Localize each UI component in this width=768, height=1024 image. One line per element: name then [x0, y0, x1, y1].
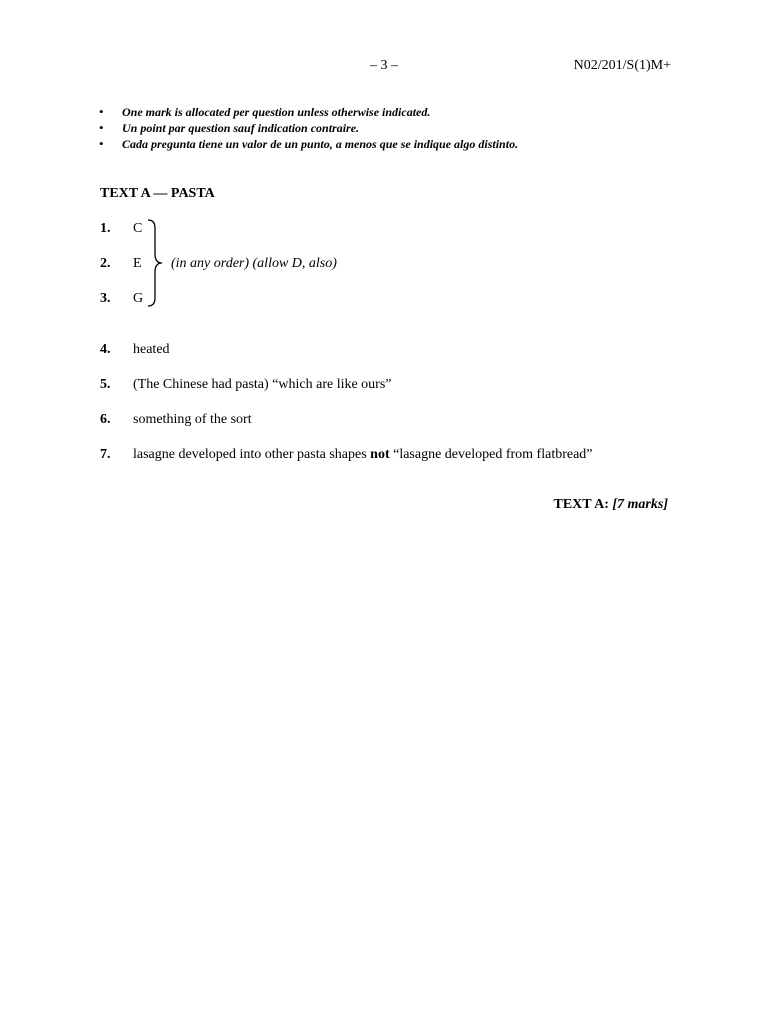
- bullet-icon: •: [99, 136, 104, 151]
- reference-code: N02/201/S(1)M+: [573, 58, 671, 73]
- answer-text: (The Chinese had pasta) “which are like ours”: [133, 377, 392, 392]
- group-note: (in any order) (allow D, also): [171, 256, 337, 271]
- instruction-text: Un point par question sauf indication contraire.: [122, 121, 360, 135]
- right-brace-icon: [146, 218, 168, 308]
- answer-text: heated: [133, 342, 170, 357]
- question-number: 5.: [100, 377, 111, 392]
- answer-text-part: “lasagne developed from flatbread”: [389, 447, 593, 462]
- answer-emphasis: not: [370, 447, 390, 462]
- instruction-french: [99, 120, 518, 136]
- question-number: 2.: [100, 256, 111, 271]
- section-total: [554, 497, 669, 513]
- question-number: 3.: [100, 291, 111, 306]
- answer-text: G: [133, 291, 144, 306]
- bullet-icon: •: [99, 120, 104, 135]
- section-title: TEXT A — PASTA: [100, 186, 215, 201]
- page-number: – 3 –: [370, 58, 398, 73]
- answer-text: [133, 447, 593, 463]
- question-number: 7.: [100, 447, 111, 462]
- bullet-icon: •: [99, 104, 104, 119]
- instruction-text: Cada pregunta tiene un valor de un punto, a menos que se indique algo distinto.: [122, 137, 519, 151]
- marking-instructions: [99, 104, 518, 152]
- answer-text: something of the sort: [133, 412, 252, 427]
- question-number: 6.: [100, 412, 111, 427]
- total-label: TEXT A:: [553, 497, 613, 512]
- answer-text: E: [133, 256, 142, 271]
- instruction-spanish: [99, 136, 518, 152]
- question-number: 4.: [100, 342, 111, 357]
- total-marks: [7 marks]: [612, 497, 668, 512]
- answer-text-part: lasagne developed into other pasta shapes: [133, 447, 371, 462]
- instruction-english: [99, 104, 518, 120]
- answer-text: C: [133, 221, 143, 236]
- instruction-text: One mark is allocated per question unless otherwise indicated.: [122, 105, 431, 119]
- question-number: 1.: [100, 221, 111, 236]
